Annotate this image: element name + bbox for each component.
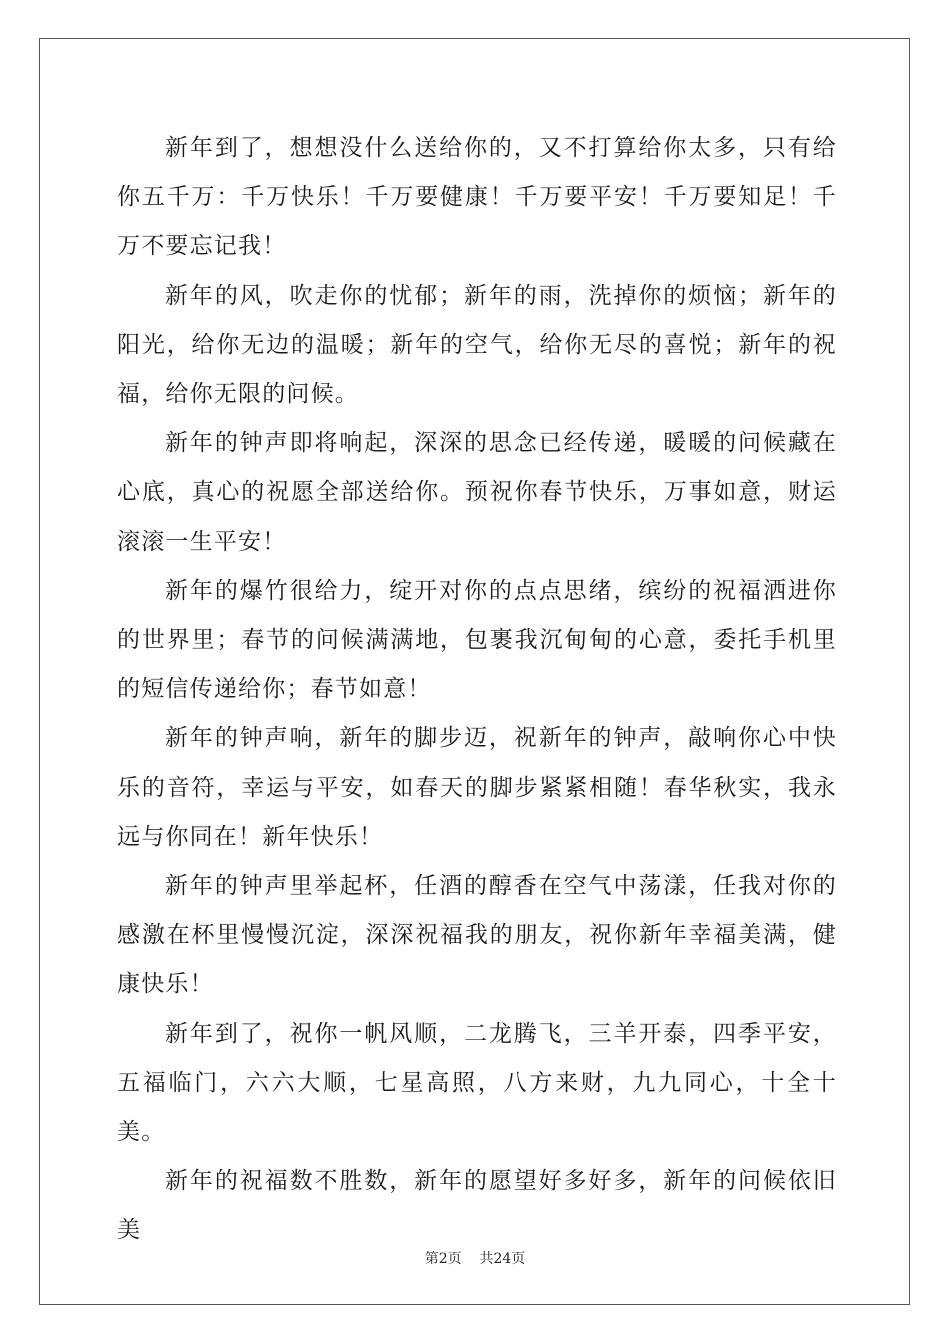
paragraph: 新年的钟声响，新年的脚步迈，祝新年的钟声，敲响你心中快乐的音符，幸运与平安，如春天的脚步紧紧相随！春华秋实，我永远与你同在！新年快乐！ xyxy=(117,725,837,850)
paragraph: 新年到了，祝你一帆风顺，二龙腾飞，三羊开泰，四季平安，五福临门，六六大顺，七星高照，八方来财，九九同心，十全十美。 xyxy=(117,1020,837,1146)
paragraph: 新年的爆竹很给力，绽开对你的点点思绪，缤纷的祝福洒进你的世界里；春节的问候满满地，包裹我沉甸甸的心意，委托手机里的短信传递给你；春节如意！ xyxy=(117,577,837,703)
document-body xyxy=(117,124,837,1256)
page-number-footer: 第2页 共24页 xyxy=(424,1251,526,1267)
paragraph: 新年到了，想想没什么送给你的，又不打算给你太多，只有给你五千万：千万快乐！千万要健康！千万要平安！千万要知足！千万不要忘记我！ xyxy=(117,135,837,260)
paragraph: 新年的钟声里举起杯，任酒的醇香在空气中荡漾，任我对你的感激在杯里慢慢沉淀，深深祝福我的朋友，祝你新年幸福美满，健康快乐！ xyxy=(117,873,837,998)
paragraph: 新年的祝福数不胜数，新年的愿望好多好多，新年的问候依旧美 xyxy=(117,1168,837,1244)
paragraph: 新年的风，吹走你的忧郁；新年的雨，洗掉你的烦恼；新年的阳光，给你无边的温暖；新年的空气，给你无尽的喜悦；新年的祝福，给你无限的问候。 xyxy=(117,282,837,408)
paragraph: 新年的钟声即将响起，深深的思念已经传递，暖暖的问候藏在心底，真心的祝愿全部送给你。预祝你春节快乐，万事如意，财运滚滚一生平安！ xyxy=(117,430,837,555)
